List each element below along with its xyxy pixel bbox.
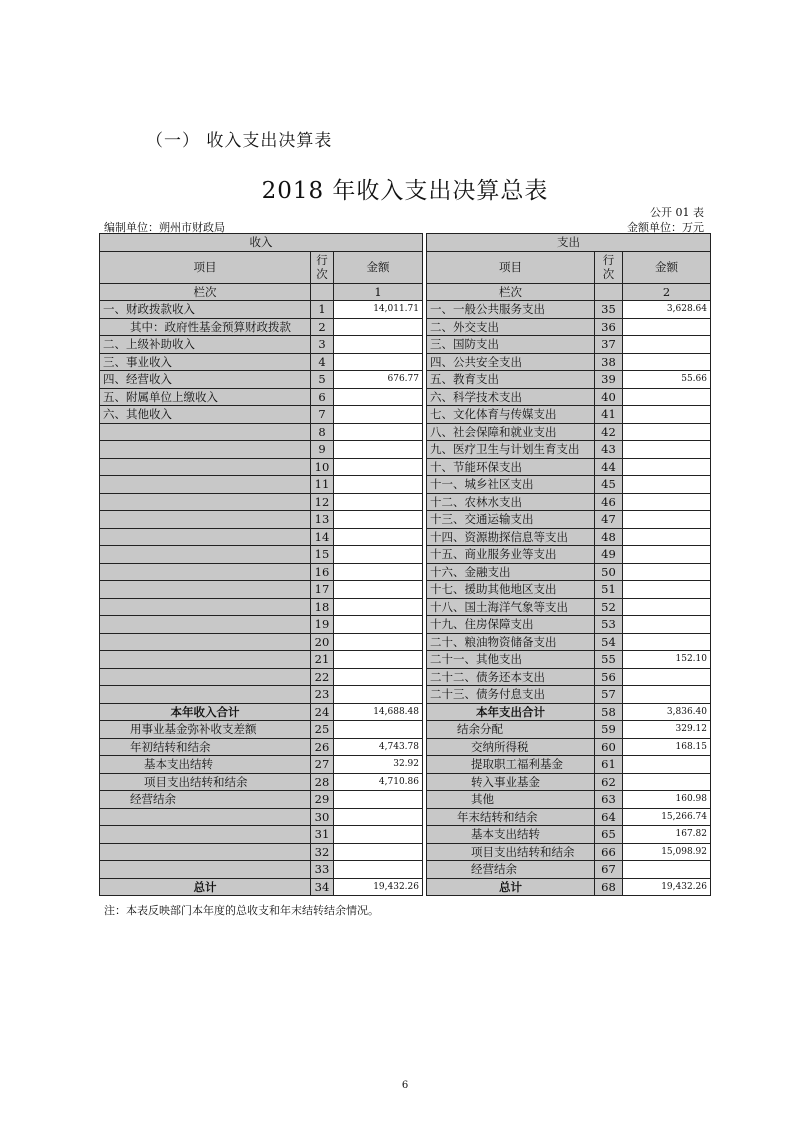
expense-amount xyxy=(623,598,711,616)
form-number: 公开 01 表 xyxy=(650,206,704,219)
income-amount xyxy=(334,826,423,844)
table-row xyxy=(100,633,711,651)
expense-row-no: 36 xyxy=(595,318,623,336)
expense-amount: 3,836.40 xyxy=(623,703,711,721)
income-amount-header: 金额 xyxy=(334,251,423,283)
income-row-no: 31 xyxy=(311,826,334,844)
expense-amount xyxy=(623,406,711,424)
income-row-no: 19 xyxy=(311,616,334,634)
expense-amount xyxy=(623,633,711,651)
income-row-no: 14 xyxy=(311,528,334,546)
expense-row-no: 45 xyxy=(595,476,623,494)
income-row-no: 18 xyxy=(311,598,334,616)
income-amount: 14,688.48 xyxy=(334,703,423,721)
expense-amount xyxy=(623,616,711,634)
expense-row-no: 50 xyxy=(595,563,623,581)
income-item: 总计 xyxy=(100,878,311,896)
income-row-no: 16 xyxy=(311,563,334,581)
expense-item: 交纳所得税 xyxy=(427,738,595,756)
expense-item: 经营结余 xyxy=(427,861,595,879)
table-row xyxy=(100,511,711,529)
table-row xyxy=(100,458,711,476)
table-row xyxy=(100,616,711,634)
table-body xyxy=(100,234,711,896)
expense-item: 转入事业基金 xyxy=(427,773,595,791)
reporting-unit: 编制单位：朔州市财政局 xyxy=(104,221,225,234)
income-row-no: 2 xyxy=(311,318,334,336)
income-colno-label: 栏次 xyxy=(100,283,311,301)
expense-row-no: 58 xyxy=(595,703,623,721)
expense-item: 十四、资源勘探信息等支出 xyxy=(427,528,595,546)
income-rowno-header: 行 次 xyxy=(311,251,334,283)
expense-row-no: 42 xyxy=(595,423,623,441)
expense-item: 六、科学技术支出 xyxy=(427,388,595,406)
income-item xyxy=(100,546,311,564)
income-item: 年初结转和结余 xyxy=(100,738,311,756)
header-row-columns xyxy=(100,251,711,283)
income-item-header: 项目 xyxy=(100,251,311,283)
expense-row-no: 62 xyxy=(595,773,623,791)
expense-item: 总计 xyxy=(427,878,595,896)
income-item: 项目支出结转和结余 xyxy=(100,773,311,791)
income-amount xyxy=(334,546,423,564)
expense-item-header: 项目 xyxy=(427,251,595,283)
expense-amount xyxy=(623,756,711,774)
page-number: 6 xyxy=(401,1080,409,1091)
income-item xyxy=(100,826,311,844)
table-row xyxy=(100,493,711,511)
income-item xyxy=(100,616,311,634)
income-amount xyxy=(334,843,423,861)
income-amount: 32.92 xyxy=(334,756,423,774)
income-item: 六、其他收入 xyxy=(100,406,311,424)
expense-row-no: 53 xyxy=(595,616,623,634)
income-item xyxy=(100,686,311,704)
expense-row-no: 57 xyxy=(595,686,623,704)
income-amount xyxy=(334,651,423,669)
expense-row-no: 68 xyxy=(595,878,623,896)
expense-amount xyxy=(623,441,711,459)
expense-rowno-header: 行 次 xyxy=(595,251,623,283)
expense-item: 八、社会保障和就业支出 xyxy=(427,423,595,441)
income-row-no: 15 xyxy=(311,546,334,564)
income-amount: 4,710.86 xyxy=(334,773,423,791)
expense-row-no: 64 xyxy=(595,808,623,826)
income-amount xyxy=(334,423,423,441)
income-row-no: 29 xyxy=(311,791,334,809)
income-item xyxy=(100,861,311,879)
income-amount: 14,011.71 xyxy=(334,301,423,319)
expense-item: 十三、交通运输支出 xyxy=(427,511,595,529)
expense-amount: 15,266.74 xyxy=(623,808,711,826)
income-colno-value: 1 xyxy=(334,283,423,301)
header-row-colno xyxy=(100,283,711,301)
income-item xyxy=(100,581,311,599)
expense-amount: 15,098.92 xyxy=(623,843,711,861)
expense-item: 一、一般公共服务支出 xyxy=(427,301,595,319)
expense-amount xyxy=(623,773,711,791)
table-row xyxy=(100,843,711,861)
table-row xyxy=(100,406,711,424)
income-amount xyxy=(334,353,423,371)
table-row xyxy=(100,861,711,879)
table-row xyxy=(100,441,711,459)
income-amount xyxy=(334,511,423,529)
expense-item: 二、外交支出 xyxy=(427,318,595,336)
expense-row-no: 60 xyxy=(595,738,623,756)
income-row-no: 4 xyxy=(311,353,334,371)
expense-amount xyxy=(623,528,711,546)
income-row-no: 23 xyxy=(311,686,334,704)
income-amount xyxy=(334,406,423,424)
income-item xyxy=(100,808,311,826)
expense-item: 九、医疗卫生与计划生育支出 xyxy=(427,441,595,459)
income-row-no: 10 xyxy=(311,458,334,476)
income-row-no: 13 xyxy=(311,511,334,529)
income-header: 收入 xyxy=(100,234,423,252)
section-title: （一） 收入支出决算表 xyxy=(146,131,333,151)
expense-item: 十八、国土海洋气象等支出 xyxy=(427,598,595,616)
expense-row-no: 47 xyxy=(595,511,623,529)
income-amount xyxy=(334,458,423,476)
expense-item: 年末结转和结余 xyxy=(427,808,595,826)
expense-row-no: 66 xyxy=(595,843,623,861)
expense-amount: 167.82 xyxy=(623,826,711,844)
income-amount xyxy=(334,476,423,494)
income-amount xyxy=(334,598,423,616)
expense-item: 四、公共安全支出 xyxy=(427,353,595,371)
expense-item: 二十三、债务付息支出 xyxy=(427,686,595,704)
expense-amount: 168.15 xyxy=(623,738,711,756)
expense-row-no: 54 xyxy=(595,633,623,651)
expense-amount: 152.10 xyxy=(623,651,711,669)
expense-item: 十一、城乡社区支出 xyxy=(427,476,595,494)
expense-amount xyxy=(623,546,711,564)
expense-row-no: 37 xyxy=(595,336,623,354)
expense-amount: 19,432.26 xyxy=(623,878,711,896)
expense-amount xyxy=(623,861,711,879)
income-amount xyxy=(334,336,423,354)
expense-amount: 329.12 xyxy=(623,721,711,739)
expense-item: 二十二、债务还本支出 xyxy=(427,668,595,686)
income-row-no: 12 xyxy=(311,493,334,511)
expense-row-no: 52 xyxy=(595,598,623,616)
expense-item: 十、节能环保支出 xyxy=(427,458,595,476)
expense-amount xyxy=(623,458,711,476)
income-row-no: 33 xyxy=(311,861,334,879)
income-row-no: 17 xyxy=(311,581,334,599)
income-row-no: 24 xyxy=(311,703,334,721)
income-row-no: 3 xyxy=(311,336,334,354)
income-item: 三、事业收入 xyxy=(100,353,311,371)
expense-row-no: 35 xyxy=(595,301,623,319)
table-row xyxy=(100,686,711,704)
income-amount xyxy=(334,388,423,406)
income-amount xyxy=(334,686,423,704)
income-amount xyxy=(334,616,423,634)
income-row-no: 5 xyxy=(311,371,334,389)
expense-amount: 3,628.64 xyxy=(623,301,711,319)
table-row xyxy=(100,476,711,494)
expense-item: 三、国防支出 xyxy=(427,336,595,354)
table-row xyxy=(100,721,711,739)
expense-amount xyxy=(623,511,711,529)
budget-table xyxy=(99,233,711,896)
expense-row-no: 40 xyxy=(595,388,623,406)
income-item xyxy=(100,528,311,546)
table-row xyxy=(100,581,711,599)
income-item xyxy=(100,458,311,476)
table-row xyxy=(100,318,711,336)
expense-item: 项目支出结转和结余 xyxy=(427,843,595,861)
income-row-no: 28 xyxy=(311,773,334,791)
income-amount xyxy=(334,528,423,546)
expense-item: 五、教育支出 xyxy=(427,371,595,389)
expense-row-no: 38 xyxy=(595,353,623,371)
income-item: 基本支出结转 xyxy=(100,756,311,774)
income-amount xyxy=(334,791,423,809)
table-row xyxy=(100,353,711,371)
expense-row-no: 56 xyxy=(595,668,623,686)
income-amount xyxy=(334,633,423,651)
income-row-no: 26 xyxy=(311,738,334,756)
income-item: 经营结余 xyxy=(100,791,311,809)
expense-item: 结余分配 xyxy=(427,721,595,739)
table-row xyxy=(100,423,711,441)
income-row-no: 6 xyxy=(311,388,334,406)
income-amount xyxy=(334,318,423,336)
income-item xyxy=(100,511,311,529)
expense-amount xyxy=(623,318,711,336)
expense-item: 十七、援助其他地区支出 xyxy=(427,581,595,599)
income-row-no: 11 xyxy=(311,476,334,494)
table-row xyxy=(100,301,711,319)
income-row-no: 30 xyxy=(311,808,334,826)
income-row-no: 20 xyxy=(311,633,334,651)
expense-item: 二十、粮油物资储备支出 xyxy=(427,633,595,651)
income-row-no: 34 xyxy=(311,878,334,896)
income-amount xyxy=(334,668,423,686)
expense-item: 十五、商业服务业等支出 xyxy=(427,546,595,564)
expense-amount-header: 金额 xyxy=(623,251,711,283)
income-item: 二、上级补助收入 xyxy=(100,336,311,354)
income-amount xyxy=(334,861,423,879)
income-amount: 676.77 xyxy=(334,371,423,389)
income-item: 用事业基金弥补收支差额 xyxy=(100,721,311,739)
income-item: 本年收入合计 xyxy=(100,703,311,721)
income-item: 其中：政府性基金预算财政拨款 xyxy=(100,318,311,336)
income-item xyxy=(100,423,311,441)
income-colno-blank xyxy=(311,283,334,301)
expense-amount xyxy=(623,388,711,406)
income-item xyxy=(100,668,311,686)
expense-amount xyxy=(623,336,711,354)
income-item xyxy=(100,441,311,459)
footnote: 注：本表反映部门本年度的总收支和年末结转结余情况。 xyxy=(104,904,379,917)
expense-item: 十二、农林水支出 xyxy=(427,493,595,511)
expense-amount xyxy=(623,353,711,371)
income-row-no: 21 xyxy=(311,651,334,669)
income-amount xyxy=(334,721,423,739)
expense-row-no: 44 xyxy=(595,458,623,476)
expense-row-no: 63 xyxy=(595,791,623,809)
income-item xyxy=(100,476,311,494)
table-row xyxy=(100,738,711,756)
expense-amount xyxy=(623,563,711,581)
expense-row-no: 65 xyxy=(595,826,623,844)
income-item xyxy=(100,651,311,669)
income-amount xyxy=(334,563,423,581)
income-amount xyxy=(334,581,423,599)
income-amount: 19,432.26 xyxy=(334,878,423,896)
table-row xyxy=(100,651,711,669)
expense-amount xyxy=(623,423,711,441)
income-item xyxy=(100,633,311,651)
income-item: 一、财政拨款收入 xyxy=(100,301,311,319)
expense-row-no: 61 xyxy=(595,756,623,774)
expense-colno-label: 栏次 xyxy=(427,283,595,301)
expense-row-no: 46 xyxy=(595,493,623,511)
expense-row-no: 43 xyxy=(595,441,623,459)
expense-row-no: 49 xyxy=(595,546,623,564)
table-row xyxy=(100,388,711,406)
expense-item: 其他 xyxy=(427,791,595,809)
income-row-no: 25 xyxy=(311,721,334,739)
table-row xyxy=(100,791,711,809)
income-item xyxy=(100,598,311,616)
income-row-no: 9 xyxy=(311,441,334,459)
table-row xyxy=(100,756,711,774)
expense-header: 支出 xyxy=(427,234,711,252)
income-row-no: 1 xyxy=(311,301,334,319)
income-amount xyxy=(334,493,423,511)
expense-row-no: 59 xyxy=(595,721,623,739)
expense-row-no: 55 xyxy=(595,651,623,669)
income-item xyxy=(100,493,311,511)
expense-row-no: 48 xyxy=(595,528,623,546)
table-row xyxy=(100,808,711,826)
expense-item: 二十一、其他支出 xyxy=(427,651,595,669)
table-row xyxy=(100,878,711,896)
currency-unit: 金额单位：万元 xyxy=(627,221,704,234)
income-row-no: 27 xyxy=(311,756,334,774)
table-row xyxy=(100,598,711,616)
expense-row-no: 67 xyxy=(595,861,623,879)
income-item: 五、附属单位上缴收入 xyxy=(100,388,311,406)
table-row xyxy=(100,826,711,844)
income-amount xyxy=(334,808,423,826)
table-row xyxy=(100,773,711,791)
expense-item: 基本支出结转 xyxy=(427,826,595,844)
table-row xyxy=(100,668,711,686)
income-row-no: 22 xyxy=(311,668,334,686)
table-row xyxy=(100,563,711,581)
expense-item: 十九、住房保障支出 xyxy=(427,616,595,634)
table-row xyxy=(100,371,711,389)
expense-amount: 55.66 xyxy=(623,371,711,389)
expense-amount xyxy=(623,686,711,704)
expense-colno-value: 2 xyxy=(623,283,711,301)
page-title: 2018 年收入支出决算总表 xyxy=(261,178,549,204)
expense-amount: 160.98 xyxy=(623,791,711,809)
income-row-no: 8 xyxy=(311,423,334,441)
expense-amount xyxy=(623,493,711,511)
expense-amount xyxy=(623,581,711,599)
expense-item: 提取职工福利基金 xyxy=(427,756,595,774)
expense-row-no: 41 xyxy=(595,406,623,424)
expense-row-no: 39 xyxy=(595,371,623,389)
expense-item: 十六、金融支出 xyxy=(427,563,595,581)
income-item xyxy=(100,843,311,861)
expense-colno-blank xyxy=(595,283,623,301)
income-amount: 4,743.78 xyxy=(334,738,423,756)
header-row-sections xyxy=(100,234,711,252)
income-amount xyxy=(334,441,423,459)
table-row xyxy=(100,528,711,546)
income-row-no: 7 xyxy=(311,406,334,424)
expense-amount xyxy=(623,668,711,686)
expense-item: 本年支出合计 xyxy=(427,703,595,721)
income-item: 四、经营收入 xyxy=(100,371,311,389)
table-row xyxy=(100,703,711,721)
income-row-no: 32 xyxy=(311,843,334,861)
table-row xyxy=(100,546,711,564)
expense-row-no: 51 xyxy=(595,581,623,599)
income-item xyxy=(100,563,311,581)
expense-item: 七、文化体育与传媒支出 xyxy=(427,406,595,424)
expense-amount xyxy=(623,476,711,494)
table-row xyxy=(100,336,711,354)
